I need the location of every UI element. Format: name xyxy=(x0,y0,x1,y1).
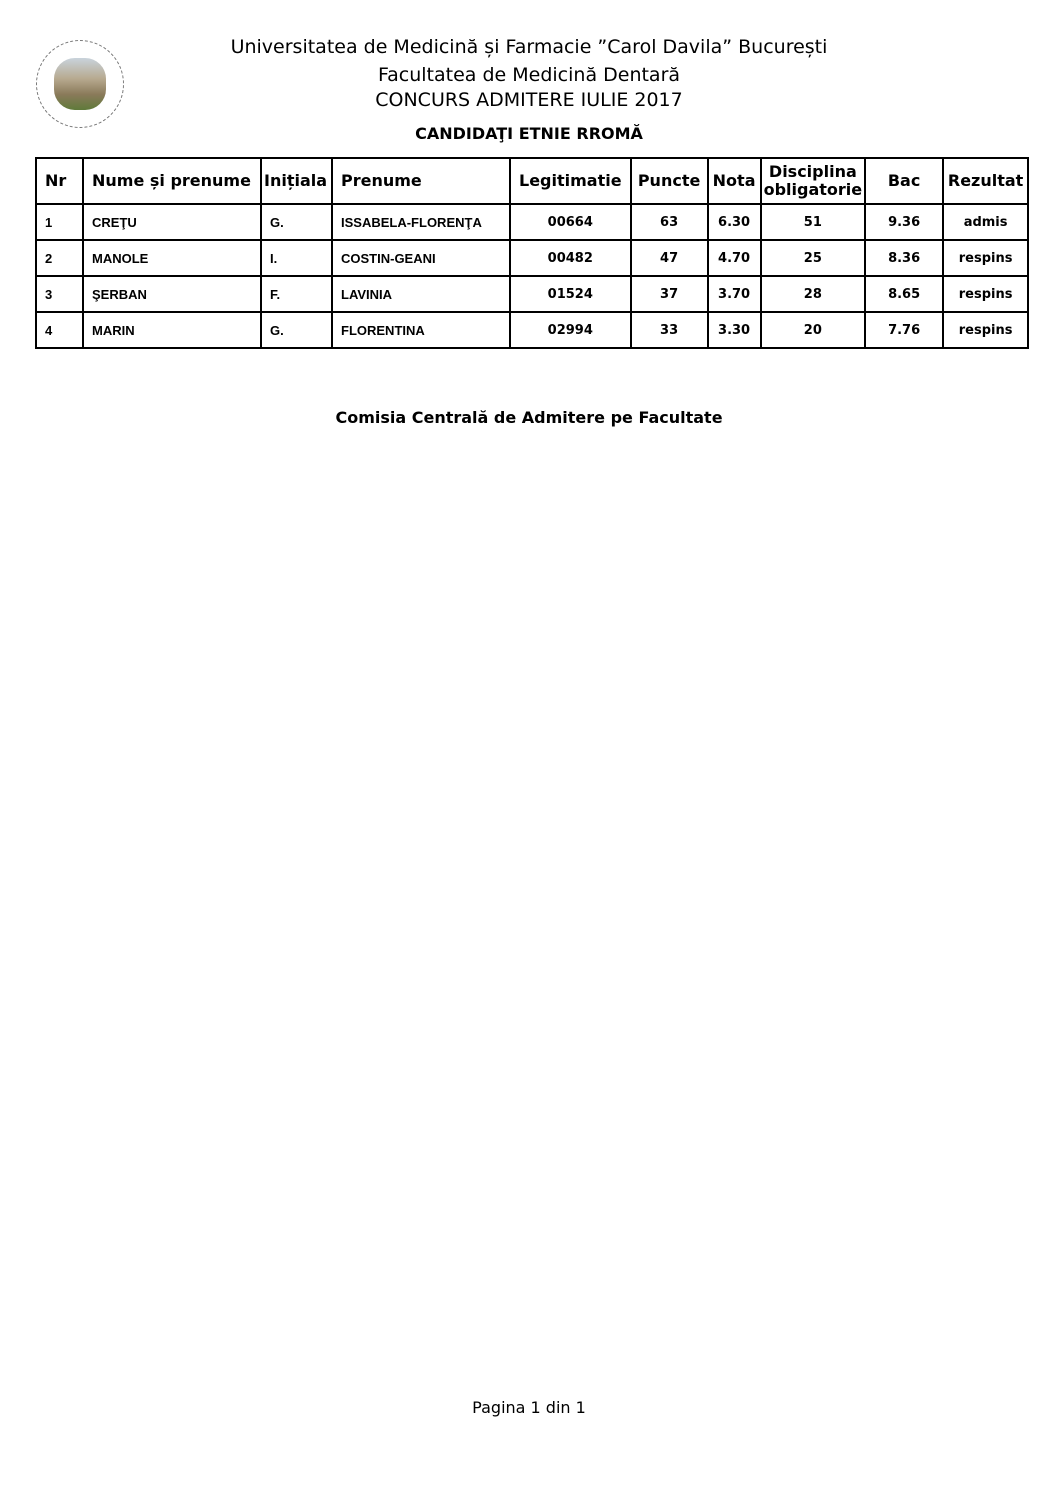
cell-nr: 4 xyxy=(36,312,83,348)
cell-nota: 3.30 xyxy=(708,312,761,348)
col-initiala: Inițiala xyxy=(261,158,332,204)
col-puncte: Puncte xyxy=(631,158,708,204)
col-disciplina: Disciplina obligatorie xyxy=(761,158,866,204)
col-nume: Nume și prenume xyxy=(83,158,261,204)
cell-initiala: I. xyxy=(261,240,332,276)
cell-bac: 8.65 xyxy=(865,276,943,312)
table-row xyxy=(36,204,1028,240)
cell-rezultat: respins xyxy=(943,276,1028,312)
cell-disciplina: 25 xyxy=(761,240,866,276)
cell-legitimatie: 00482 xyxy=(510,240,631,276)
table-row xyxy=(36,276,1028,312)
cell-nota: 6.30 xyxy=(708,204,761,240)
cell-rezultat: admis xyxy=(943,204,1028,240)
contest-title: CONCURS ADMITERE IULIE 2017 xyxy=(375,89,683,111)
cell-rezultat: respins xyxy=(943,240,1028,276)
cell-nota: 3.70 xyxy=(708,276,761,312)
cell-prenume: COSTIN-GEANI xyxy=(332,240,510,276)
cell-bac: 7.76 xyxy=(865,312,943,348)
cell-legitimatie: 01524 xyxy=(510,276,631,312)
table-row xyxy=(36,240,1028,276)
cell-nr: 3 xyxy=(36,276,83,312)
col-nota: Nota xyxy=(708,158,761,204)
cell-nume: ŞERBAN xyxy=(83,276,261,312)
cell-puncte: 37 xyxy=(631,276,708,312)
cell-rezultat: respins xyxy=(943,312,1028,348)
cell-puncte: 63 xyxy=(631,204,708,240)
commission-signature: Comisia Centrală de Admitere pe Facultate xyxy=(335,408,723,427)
cell-disciplina: 28 xyxy=(761,276,866,312)
cell-nr: 1 xyxy=(36,204,83,240)
col-prenume: Prenume xyxy=(332,158,510,204)
cell-prenume: ISSABELA-FLORENŢA xyxy=(332,204,510,240)
col-rezultat: Rezultat xyxy=(943,158,1028,204)
cell-bac: 9.36 xyxy=(865,204,943,240)
faculty-title: Facultatea de Medicină Dentară xyxy=(377,64,681,86)
cell-nr: 2 xyxy=(36,240,83,276)
col-nr: Nr xyxy=(36,158,83,204)
cell-initiala: G. xyxy=(261,204,332,240)
page-footer: Pagina 1 din 1 xyxy=(472,1398,586,1417)
cell-nume: MARIN xyxy=(83,312,261,348)
university-title: Universitatea de Medicină și Farmacie ”Carol Davila” București xyxy=(230,36,828,58)
cell-nota: 4.70 xyxy=(708,240,761,276)
cell-prenume: FLORENTINA xyxy=(332,312,510,348)
cell-puncte: 47 xyxy=(631,240,708,276)
table-row xyxy=(36,312,1028,348)
cell-disciplina: 51 xyxy=(761,204,866,240)
cell-nume: MANOLE xyxy=(83,240,261,276)
cell-puncte: 33 xyxy=(631,312,708,348)
cell-initiala: F. xyxy=(261,276,332,312)
cell-legitimatie: 02994 xyxy=(510,312,631,348)
cell-bac: 8.36 xyxy=(865,240,943,276)
category-title: CANDIDAŢI ETNIE RROMĂ xyxy=(415,124,643,143)
cell-disciplina: 20 xyxy=(761,312,866,348)
cell-initiala: G. xyxy=(261,312,332,348)
table-header-row xyxy=(36,158,1028,204)
cell-nume: CREŢU xyxy=(83,204,261,240)
results-table xyxy=(35,157,1029,349)
cell-prenume: LAVINIA xyxy=(332,276,510,312)
col-bac: Bac xyxy=(865,158,943,204)
col-legitimatie: Legitimatie xyxy=(510,158,631,204)
cell-legitimatie: 00664 xyxy=(510,204,631,240)
